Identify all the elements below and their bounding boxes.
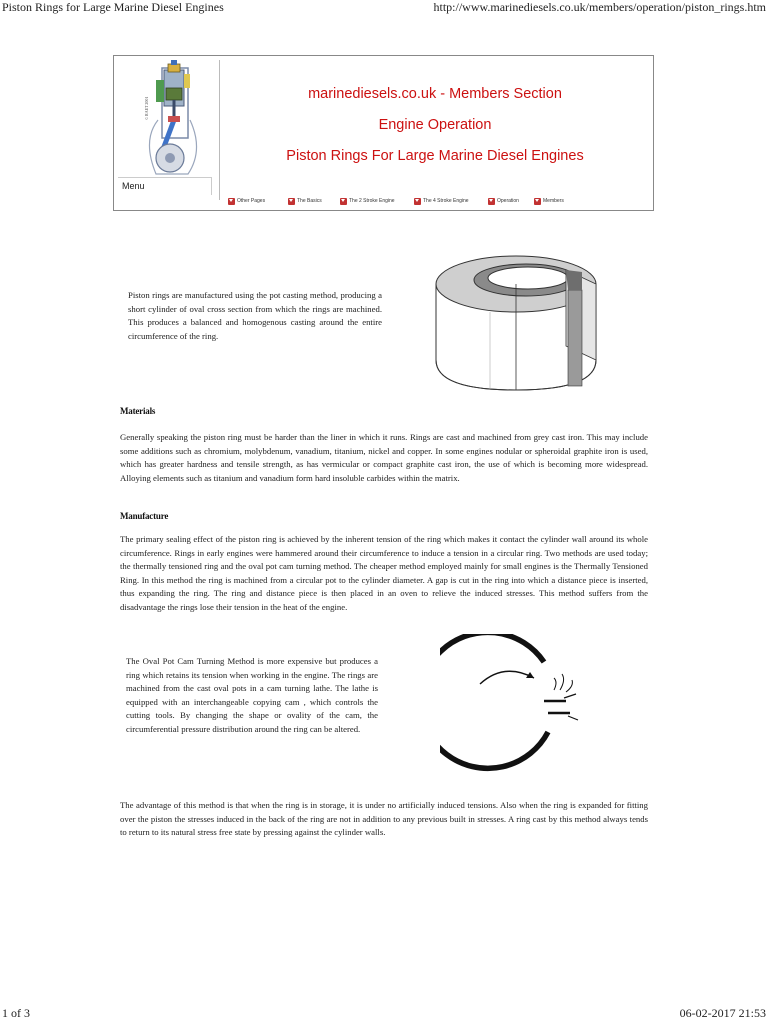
nav-item-members[interactable] [534, 195, 564, 207]
nav-menu [228, 195, 648, 207]
nav-item-operation[interactable] [488, 195, 519, 207]
site-header [113, 55, 654, 211]
manufacture-paragraph: The primary sealing effect of the piston ring is achieved by the inherent tension of the ring which makes it contact the cylinder wall around its whole circumference. Rings in early engines were hammered around their circumference to induce a tension in a circular ring. Two methods are used today; the thermally tensioned ring and the oval pot cam turning method. The cheaper method employed mainly for small engines is the Thermally Tensioned Ring. In this method the ring is machined from a circular pot to the cylinder diameter. A gap is cut in the ring into which a distance piece is inserted, thus expanding the ring. The ring and distance piece is then placed in an oven to relieve the induced stresses. This method suffers from the disadvantage the rings lose their tension in the heat of the engine. [120, 534, 648, 612]
print-page-title: Piston Rings for Large Marine Diesel Engines [2, 0, 224, 14]
dropdown-arrow-icon [488, 198, 495, 205]
nav-item-other-pages[interactable] [228, 195, 265, 207]
intro-paragraph: Piston rings are manufactured using the pot casting method, producing a short cylinder of oval cross section from which the rings are machined. This produces a balanced and homogenous casting around the entire circumference of the ring. [128, 290, 382, 341]
nav-item-label: The 4 Stroke Engine [423, 198, 469, 204]
section-title: Engine Operation [378, 117, 492, 133]
page-title: Piston Rings For Large Marine Diesel Engines [286, 148, 584, 164]
nav-item-label: Members [543, 198, 564, 204]
dropdown-arrow-icon [228, 198, 235, 205]
print-url[interactable]: http://www.marinediesels.co.uk/members/operation/piston_rings.htm [433, 0, 766, 14]
print-datetime: 06-02-2017 21:53 [679, 1006, 766, 1020]
nav-item-the-basics[interactable] [288, 195, 322, 207]
menu-label[interactable]: Menu [122, 181, 145, 191]
nav-item-2-stroke[interactable] [340, 195, 395, 207]
site-title[interactable]: marinediesels.co.uk - Members Section [308, 86, 562, 102]
dropdown-arrow-icon [534, 198, 541, 205]
advantage-paragraph: The advantage of this method is that when the ring is in storage, it is under no artificially induced tensions. Also when the ring is expanded for fitting over the piston the stresses induced in the back of the ring are not in addition to any previous built in stresses. A ring cast by this method always tends to return to its natural stress free state by pressing against the cylinder walls. [120, 800, 648, 838]
print-page-number: 1 of 3 [2, 1006, 30, 1020]
dropdown-arrow-icon [288, 198, 295, 205]
nav-item-label: The Basics [297, 198, 322, 204]
dropdown-arrow-icon [414, 198, 421, 205]
nav-item-4-stroke[interactable] [414, 195, 469, 207]
materials-paragraph: Generally speaking the piston ring must be harder than the liner in which it runs. Rings are cast and machined from grey cast iron. This may include some additions such as chromium, molybdenum, vanadium, titanium, nickel and copper. In some engines nodular or spheroidal graphite iron is used, which has greater hardness and tensile strength, as has vermicular or compact graphite cast iron, the use of which is becoming more widespread. Alloying elements such as titanium and vanadium form hard insoluble carbides within the matrix. [120, 432, 648, 483]
ring-tension-figure [440, 634, 600, 784]
engine-logo-image[interactable] [118, 60, 214, 180]
piston-ring-casting-figure [430, 250, 600, 394]
nav-item-label: Other Pages [237, 198, 266, 204]
nav-item-label: The 2 Stroke Engine [349, 198, 395, 204]
dropdown-arrow-icon [340, 198, 347, 205]
logo-caption: © RAET 2001 [144, 96, 149, 120]
materials-heading: Materials [120, 406, 156, 416]
oval-pot-paragraph: The Oval Pot Cam Turning Method is more expensive but produces a ring which retains its tension when working in the engine. The rings are machined from the cast oval pots in a cam turning lathe. The lathe is equipped with an interchangeable copying cam , which controls the cutting tools. By changing the shape or ovality of the cam, the circumferential pressure distribution around the ring can be altered. [126, 656, 378, 734]
nav-item-label: Operation [497, 198, 519, 204]
manufacture-heading: Manufacture [120, 511, 169, 521]
